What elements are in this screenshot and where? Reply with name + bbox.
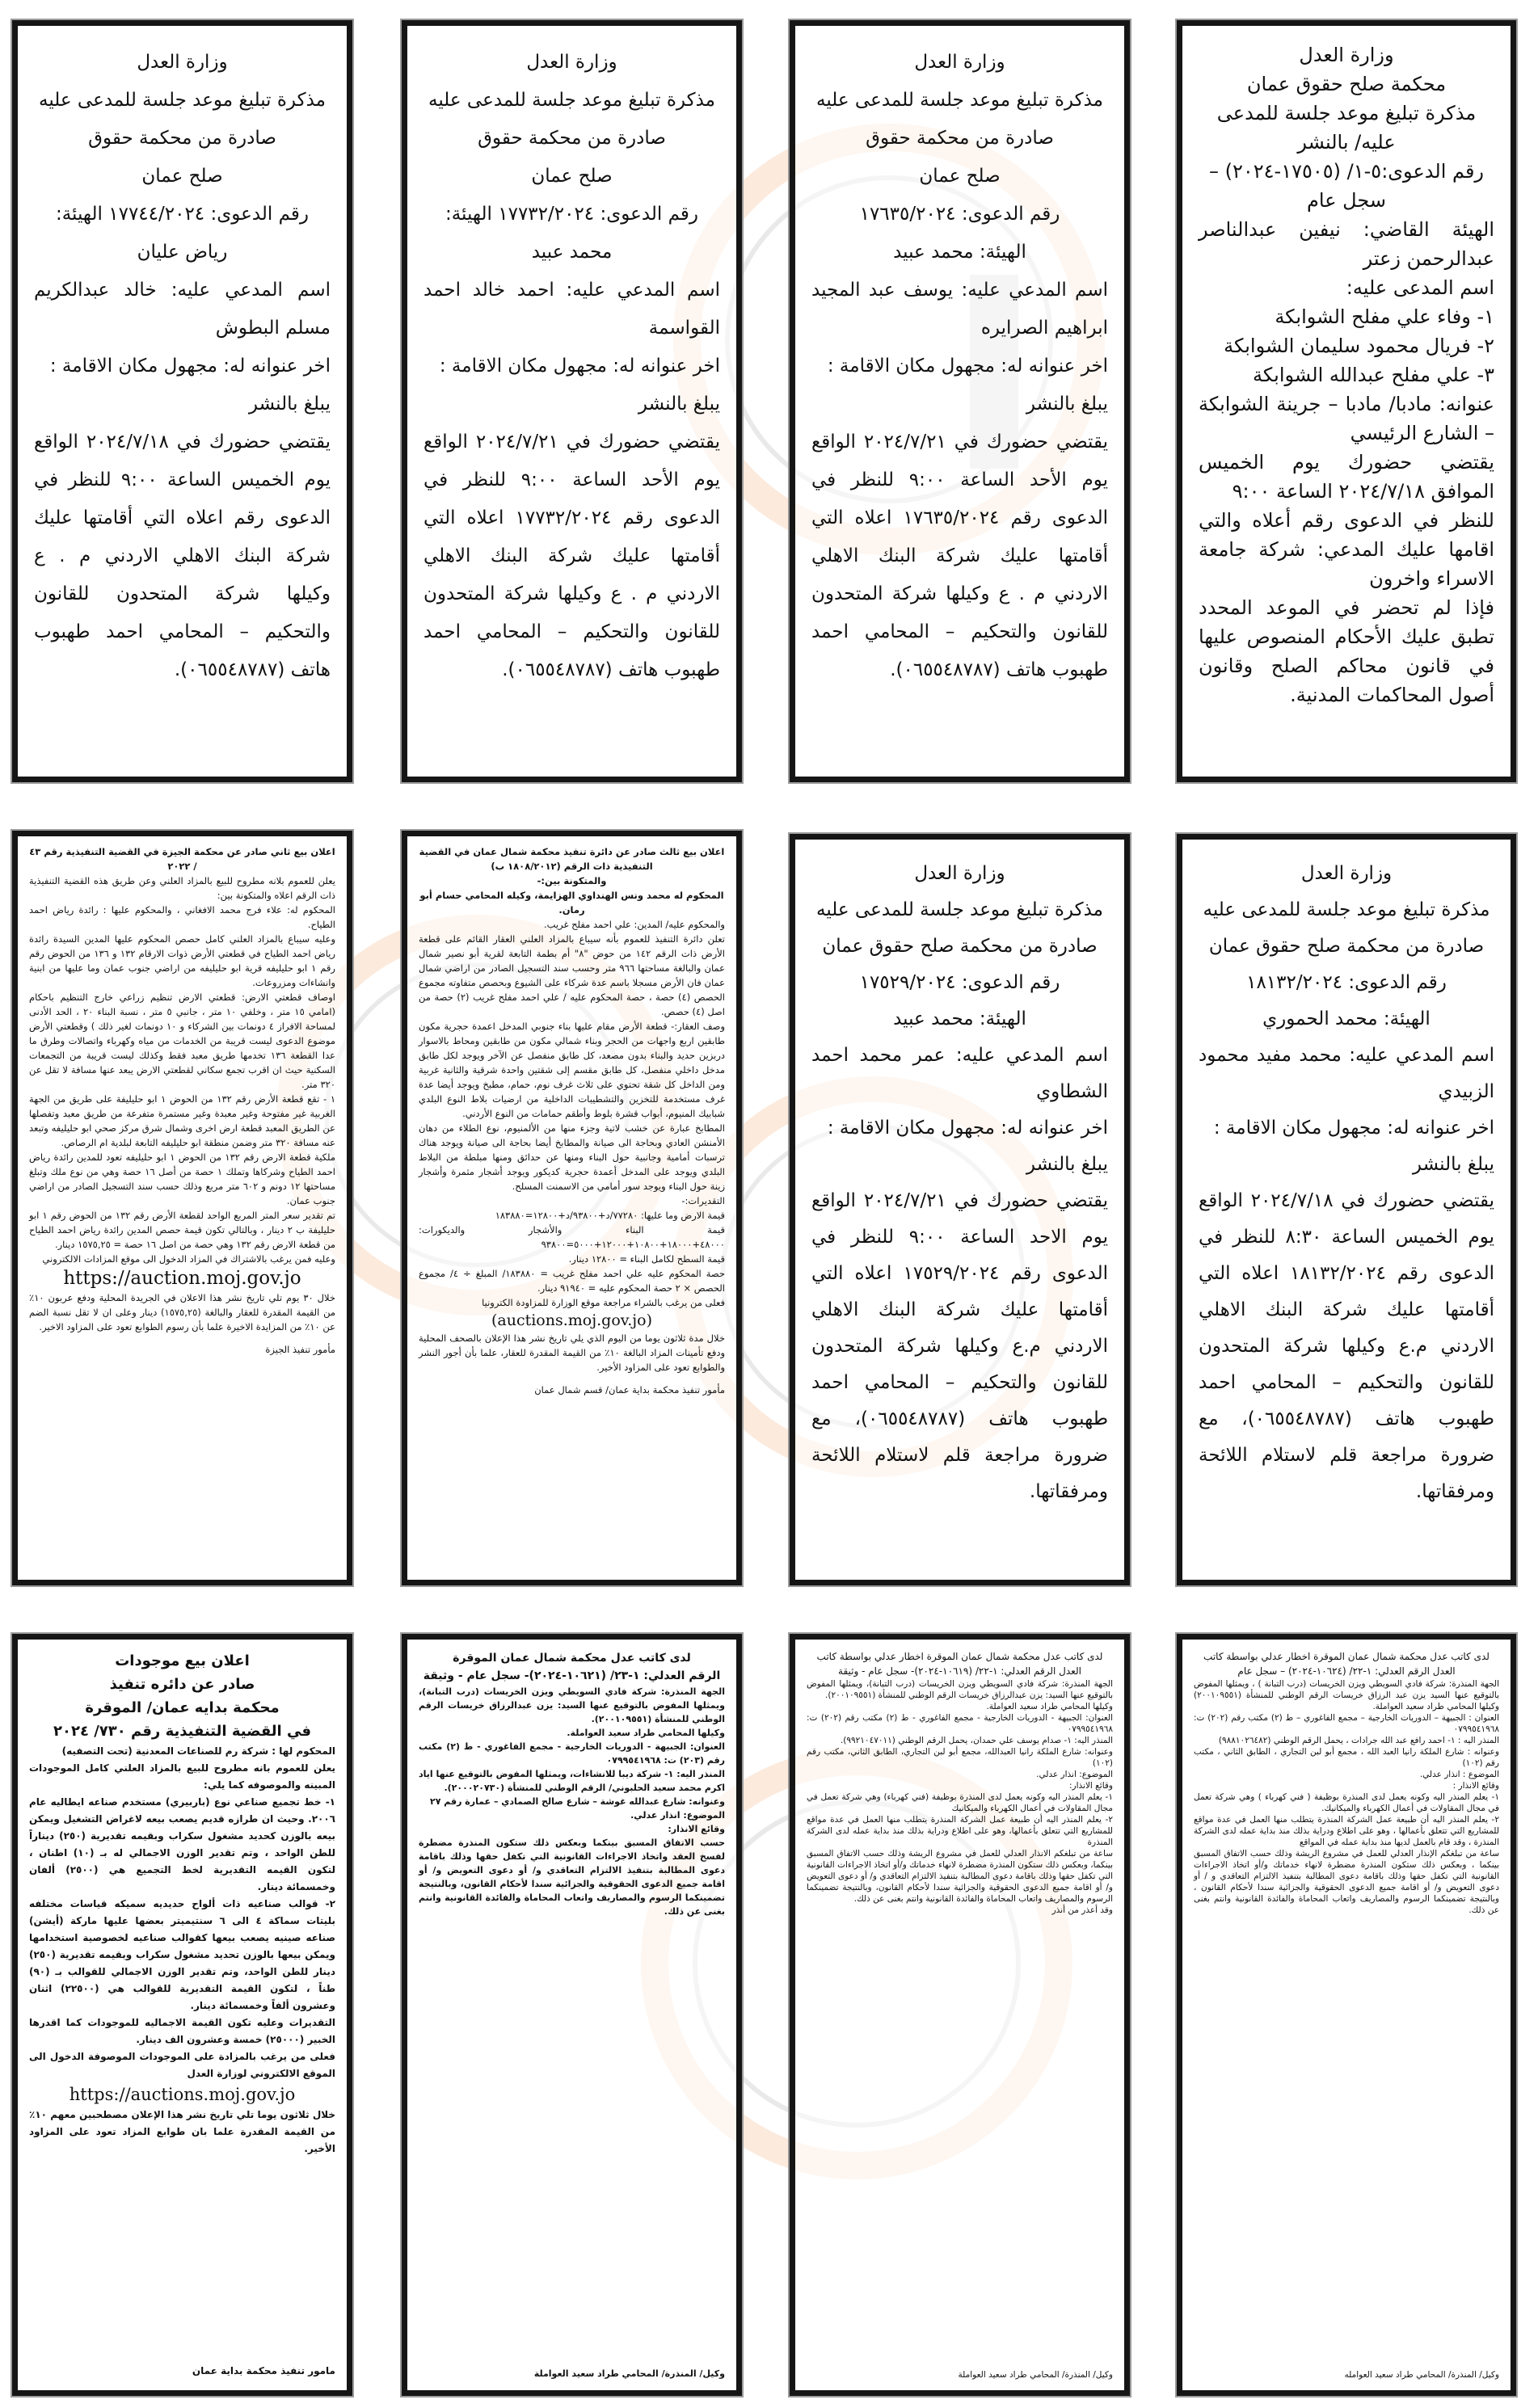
notice-body-text: وقائع الانذار: [668,1824,725,1834]
notice-heading: مذكرة تبليغ موعد جلسة للمدعى عليه [39,90,326,111]
notice-legal-warning-10619 [790,1634,1130,2396]
notice-body-text: اسم المدعي عليه: عمر محمد احمد الشطاوي [811,1045,1108,1102]
notice-legal-warning-10621 [402,1634,742,2396]
notice-body-text: المنذر اليه : ١- احمد رافع عبد الله جرادات ، يحمل الرقم الوطني (٩٨٨١٠٢٦٤٨٢) [1218,1736,1499,1745]
notice-heading: مذكرة تبليغ موعد جلسة للمدعى عليه [816,90,1103,111]
notice-body-text: يبلغ بالنشر [248,394,331,415]
notice-signature: وكيل/ المنذرة/ المحامي طراد سعيد العوامله [1344,2370,1499,2380]
notice-heading: رقم الدعوى: ١٨١٣٢/٢٠٢٤ [1246,972,1447,993]
notice-second-sale-jiza [12,831,352,1585]
notice-body-text: ١- يعلم المنذر اليه وكونه يعمل لدى المنذرة بوظيفة ( فني كهرباء ) وهي شركة تعمل في مجال المقاولات في أعمال الكهرباء والميكانيك. [1194,1792,1499,1813]
notice-heading: وزارة العدل [137,52,228,73]
notice-heading: صلح عمان [531,166,613,187]
notice-body-text: وقائع الانذار: [1068,1781,1113,1791]
notice-body-text: يبلغ بالنشر [1026,1154,1108,1175]
notice-body-text: تم تقدير سعر المتر المربع الواحد لقطعة الأرض رقم ١٣٢ من الحوض رقم ١ ابو حليليفة ب ٢ دينار ، وبالتالي تكون قيمة حصص المدين رائدة رياض احمد الطياح من قطعة الارض رقم ١٣٢ وهي حصة من اصل ١٦ حصة = ١٥٧٥,٢٥ دينار. [29,1210,335,1250]
notice-heading: الهيئة: محمد الحموري [1262,1008,1431,1029]
notice-heading: مذكرة تبليغ موعد جلسة للمدعى عليه/ بالنشر [1216,102,1477,154]
notice-body-text: ١- يعلم المنذر اليه وكونه يعمل لدى المنذرة بوظيفة (فني كهرباء) وهي شركة تعمل في مجال المقاولات في أعمال الكهرباء والميكانيك [807,1792,1113,1813]
notice-body-text: الجهة المنذرة: شركة فادي السويطي ويزن الخريسات (درب التبانة)، ويمثلها المفوض بالتوقيع عنها السيد: يزن عبدالرزاق خريسات الرقم الوطني للمنشأة (٢٠٠١٠٩٥٥١). [807,1679,1113,1700]
notice-heading: رقم الدعوى: ١٧٧٣٢/٢٠٢٤ الهيئة: [445,204,699,225]
notice-third-sale-north-amman [402,831,742,1585]
notice-signature: مأمور تنفيذ الجيزة [265,1344,335,1355]
notice-body-text: اسم المدعى عليه: [1346,276,1494,299]
notice-heading: محكمة صلح حقوق عمان [1246,73,1447,95]
notice-body-text: التقديرات:- [681,1195,725,1206]
notice-heading: مذكرة تبليغ موعد جلسة للمدعى عليه [1203,899,1490,920]
notice-heading: في القضية التنفيذية رقم ٧٣٠/ ٢٠٢٤ [53,1723,311,1740]
notice-court-summons-17732 [402,20,742,782]
notice-body-text: الموضوع: انذار عدلي. [630,1810,725,1821]
notice-signature: وكيل/ المنذرة/ المحامي طراد سعيد العواملة [958,2370,1113,2380]
notice-body-text: يقتضي حضورك في ٢٠٢٤/٧/٢١ الواقع يوم الأحد الساعة ٩:٠٠ للنظر في الدعوى رقم ١٧٧٣٢/٢٠٢٤ اعلاه التي أقامتها عليك شركة البنك الاهلي الاردني م . ع وكيلها شركة المتحدون للقانون والتحكيم – المحامي احمد طهبوب هاتف (٠٦٥٥٤٨٧٨٧). [423,432,720,680]
notice-heading: وزارة العدل [1300,863,1393,884]
spacer [807,1916,1113,2361]
notice-body-text: خلال ثلاثون يوما تلي تاريخ نشر هذا الإعلان مصطحبين معهم ١٠٪ من القيمة المقدرة علما بان طوابع المزاد تعود على المزاود الأخير. [29,2109,335,2154]
notice-body-text: اخر عنوانه له: مجهول مكان الاقامة : [827,356,1108,377]
notice-body-text: العنوان: الجبيهة - الدوريات الخارجية - مجمع الفاغوري - ط (٢) مكتب رقم (٢٠٣) ت: ٠٧٩٩٥٤١٩٦٨ [419,1741,725,1766]
notice-heading: رقم الدعوى:٥-١/ (١٧٥٠٥-٢٠٢٤) – سجل عام [1208,160,1485,212]
notice-heading: الهيئة: محمد عبيد [893,242,1026,263]
notice-heading: المحكوم له محمد ونس الهنداوي الهزايمة، وكيله المحامي حسام أبو رمان. [419,890,724,916]
notice-court-summons-17529 [790,834,1130,1585]
notice-court-summons-18132 [1177,834,1516,1585]
auction-website-link[interactable]: (auctions.moj.gov.jo) [491,1311,653,1329]
notice-body-text: قيمة الارض وما عليها: ٧٧٢٨٠/د+٩٣٨٠٠/د+١٢٨٠٠=١٨٣٨٨٠ [495,1210,725,1221]
notice-body-text: يبلغ بالنشر [1026,394,1108,415]
notice-heading: صلح عمان [919,166,1001,187]
notice-body-text: وقائع الانذار : [1452,1781,1499,1791]
notice-legal-warning-10624 [1177,1634,1516,2396]
notice-signature: مأمور تنفيذ محكمة بداية عمان/ قسم شمال عمان [534,1384,725,1396]
notice-body-text: وكيلها المحامي طراد سعيد العواملة. [986,1702,1113,1711]
notice-heading: صادرة من محكمة صلح حقوق عمان [1208,936,1485,957]
notice-body-text: يقتضي حضورك في ٢٠٢٤/٧/١٨ الواقع يوم الخميس الساعة ٨:٣٠ للنظر في الدعوى رقم ١٨١٣٢/٢٠٢٤ اعلاه التي أقامتها عليك شركة البنك الاهلي الاردني م.ع وكيلها شركة المتحدون للقانون والتحكيم – المحامي احمد طهبوب هاتف (٠٦٥٥٤٨٧٨٧)، مع ضرورة مراجعة قلم لاستلام اللائحة ومرفقاتها. [1199,1190,1494,1502]
notice-body-text: المحكوم له: علاء فرج محمد الافغاني ، والمحكوم عليها : رائدة رياض احمد الطياح. [29,904,335,930]
notice-heading: لدى كاتب عدل محكمة شمال عمان الموقرة اخطار عدلي بواسطة كاتب العدل الرقم العدلي: ١-٢٢/ (١٠٦٢٤-٢٠٢٤) – سجل عام [1203,1651,1490,1677]
notice-signature: وكيل/ المنذرة/ المحامي طراد سعيد العواملة [533,2368,725,2379]
notice-heading: مذكرة تبليغ موعد جلسة للمدعى عليه [428,90,715,111]
notice-body-text: فإذا لم تحضر في الموعد المحدد تطبق عليك الأحكام المنصوص عليها في قانون محاكم الصلح وقانون أصول المحاكمات المدنية. [1199,596,1494,706]
notice-body-text: المحكوم لها : شركة رم للصناعات المعدنية (تحت التصفيه) [61,1745,335,1757]
notice-body-text: يقتضي حضورك في ٢٠٢٤/٧/٢١ الواقع يوم الأحد الساعة ٩:٠٠ للنظر في الدعوى رقم ١٧٦٣٥/٢٠٢٤ اعلاه التي أقامتها عليك شركة البنك الاهلي الاردني م . ع وكيلها شركة المتحدون للقانون والتحكيم – المحامي احمد طهبوب هاتف (٠٦٥٥٤٨٧٨٧). [811,432,1108,680]
notice-body-text: يعلن للعموم بانه مطروح للبيع بالمزاد العلني كامل الموجودات المبينه والموصوفه كما يلي: [29,1762,335,1791]
notice-body-text: وعنوانه: شارع عبدالله غوشة – شارع صالح الصمادي – عمارة رقم ٢٧ [430,1796,725,1807]
notice-body-text: وعليه سيباع بالمزاد العلني كامل حصص المحكوم عليها المدين السيدة رائدة رياض احمد الطياح في قطعتي الأرض ذوات الارقام ١٣٢ و ١٣٦ من الحوض رقم رقم ١ ابو حليليفه قرية ابو حليليفه من اراضي جنوب عمان وما عليها من ابنية وانشاءات ومزروعات. [29,933,335,988]
notice-body-text: فعلى من يرغب بالمزادة على الموجودات الموصوفة الدخول الى الموقع الالكتروني لوزارة العدل [29,2051,335,2079]
notice-body-text: المنذر اليه: ١- صدام يوسف علي حمدان، يحمل الرقم الوطني (٩٩٢١٠٤٧٠١١). [840,1736,1113,1745]
notice-body-text: يبلغ بالنشر [638,394,720,415]
notice-court-summons-17744 [12,20,352,782]
notice-heading: لدى كاتب عدل محكمة شمال عمان الموقرة اخطار عدلي بواسطة كاتب العدل الرقم العدلي: ١-٢٢/ (١٠٦١٩-٢٠٢٤)- سجل عام - وثيقة [816,1651,1103,1677]
notice-body-text: الموضوع: انذار عدلي. [1036,1770,1113,1779]
notice-body-text: ١ - تقع قطعة الأرض رقم ١٣٢ من الحوض ١ ابو حليليفة على طريق من الجهة الغربية غير مفتوحة وغير معبدة وغير مستمرة متفرعة من طريق معبد وتفصلها عن الطريق المعبد قطعة ارض اخرى وشمال شرق مركز صحي ابو حليليفه وتبعد عنه مسافة ٣٢٠ متر وضمن منطقة ابو حليليفه التابعة لبلدية ام الرصاص. [29,1093,336,1148]
notice-heading: اعلان بيع ثاني صادر عن محكمة الجيزة في القضية التنفيذية رقم ٤٣ / ٢٠٢٢ [29,846,335,872]
notice-body-text: يقتضي حضورك في ٢٠٢٤/٧/٢١ الواقع يوم الاحد الساعة ٩:٠٠ للنظر في الدعوى رقم ١٧٥٢٩/٢٠٢٤ اعلاه التي أقامتها عليك شركة البنك الاهلي الاردني م.ع وكيلها شركة المتحدون للقانون والتحكيم – المحامي احمد طهبوب هاتف (٠٦٥٥٤٨٧٨٧)، مع ضرورة مراجعة قلم لاستلام اللائحة ومرفقاتها. [811,1190,1108,1502]
notice-heading: الرقم العدلي: ١-٢٣/ (١٠٦٢١-٢٠٢٤)- سجل عام - وثيقة [423,1669,721,1682]
notice-body-text: اخر عنوانه له: مجهول مكان الاقامة : [49,356,331,377]
notice-body-text: المطابخ عبارة عن خشب لاتية وجزء منها من الألمنيوم، نوع الطلاء من دهان الأمنشن العادي وبحاجة الى صيانة والمطابخ أيضا بحاجة الى صيانة ويوجد هناك ترسبات أمامية وجانبية حول البناء ومنها عن حدائق ومنها مبلطة من البلاط البلدي ويوجد على المدخل أعمدة حجرية كديكور ويوجد أشجار مثمرة وأشجار زينة حول البناء ويوجد سور أمامي من الاسمنت المسلح. [419,1122,725,1192]
notice-body-text: اخر عنوانه له: مجهول مكان الاقامة : [439,356,720,377]
notice-heading: اعلان بيع موجودات [115,1652,250,1669]
notice-court-summons-17505 [1177,20,1516,782]
notice-body-text: يعلن للعموم بلانه مطروح للبيع بالمزاد العلني وعن طريق هذه القضية التنفيذية ذات الرقم اعلاه والمتكونة بين: [29,875,335,901]
notice-body-text: حسب الاتفاق المسبق بينكما وبعكس ذلك ستكون المنذرة مضطرة لفسخ العقد واتخاذ الاجراءات القانونية التي تكفل حقها وذلك باقامة دعوى المطالبة بتنفيذ الالتزام التعاقدي و/ أو دعوى التعويض و/ أو اقامة جميع الدعوى الحقوقية والجزائية سندا لأحكام القانون، وبالنتيجة تضمينكما الرسوم والمصاريف واتعاب المحاماة والفائدة القانونية وانتم بغنى عن ذلك. [419,1838,725,1917]
notice-heading: وزارة العدل [526,52,617,73]
notice-body-text: ٢- يعلم المنذر اليه أن طبيعة عمل الشركة المنذرة يتطلب منها العمل في عدة مواقع للمشاريع التي تتعلق بأعمالها، وهو على اطلاع ودراية بذلك منذ بداية عمله لدى الشركة المنذرة [807,1815,1113,1847]
notice-body-text: وعنوانه: شارع الملكة رانيا العبدالله، مجمع أبو لبن التجاري، الطابق الثاني، مكتب رقم (١٠٢) [807,1747,1113,1768]
notice-body-text: والمحكوم عليه/ المدين: علي احمد مفلح غريب. [543,919,725,930]
notice-body-text: ٣- علي مفلح عبدالله الشوابكة [1253,364,1494,386]
notice-body-text: يبلغ بالنشر [1412,1154,1494,1175]
notice-heading: والمتكونة بين:- [537,875,607,886]
notice-heading: وزارة العدل [1299,44,1394,66]
notice-body-text: ٢- يعلم المنذر اليه أن طبيعة عمل الشركة المنذرة يتطلب منها العمل في عدة مواقع للمشاريع التي تتعلق بأعمالها ، وهو على اطلاع ودراية بذلك منذ بداية عمله لدى الشركة المنذرة ، وقد قام بالعمل لديها منذ بداية عمله في المواقع [1194,1815,1499,1847]
notice-heading: محمد عبيد [531,242,613,263]
notice-heading: صادرة من محكمة حقوق [866,128,1054,149]
notice-body-text: التقديرات وعليه تكون القيمة الاجماليه للموجودات كما اقدرها الخبير (٢٥٠٠٠) خمسة وعشرون الف دينار. [29,2017,335,2045]
notice-body-text: قيمة السطح لكامل البناء = ١٢٨٠٠ دينار. [568,1253,725,1265]
notice-body-text: اسم المدعي عليه: محمد مفيد محمود الزبيدي [1199,1045,1494,1102]
notice-body-text: اخر عنوانه له: مجهول مكان الاقامة : [827,1118,1108,1139]
notice-body-text: ١- خط تجميع صناعي نوع (باربيري) مستخدم صناعه ايطاليه عام ٢٠٠٦. وحيث ان طرازه قديم يصعب بيعه لاغراض التشغيل ويمكن بيعه بالوزن كحديد مشغول سكراب وبقيمه تقديرية (٢٥٠) ديناراً للطن الواحد ، وتم تقدير الوزن الاجمالي له بـ (١٠) اطنان ، لتكون القيمه التقديرية لخط التجميع هي (٢٥٠٠) ألفان وخمسمائة دينار. [29,1796,335,1892]
notice-heading: رقم الدعوى: ١٧٧٤٤/٢٠٢٤ الهيئة: [55,204,310,225]
spacer [1194,1916,1499,2361]
notice-heading: مذكرة تبليغ موعد جلسة للمدعى عليه [816,899,1103,920]
notice-body-text: ساعة من تبلغكم الانذار العدلي للعمل في مشروع الريشة وذلك حسب الاتفاق المسبق بينكما، وبعكس ذلك ستكون المنذرة مضطرة لانهاء خدماتك و/أو اتخاذ الاجراءات القانونية التي تكفل حقها وذلك باقامة دعوى المطالبة بتنفيذ الالتزام التعاقدي و/ أو دعوى التعويض و/ أو اقامة جميع الدعوى الحقوقية والجزائية سندا لأحكام القانون، وبالنتيجة تضمينكما الرسوم والمصاريف واتعاب المحاماة والفائدة القانونية وانتم بغنى عن ذلك. [807,1849,1113,1904]
notice-signature: مامور تنفيذ محكمة بداية عمان [192,2365,335,2376]
notice-body-text: اسم المدعي عليه: خالد عبدالكريم مسلم البطوش [34,280,331,339]
notice-heading: رقم الدعوى: ١٧٥٢٩/٢٠٢٤ [859,972,1060,993]
notice-body-text: الجهة المنذرة: شركة فادي السويطي ويزن الخريسات (درب التبانة ) ، ويمثلها المفوض بالتوقيع عنها السيد يزن عبد الرزاق خريسات الرقم الوطني للمنشأة (٢٠٠١٠٩٥٥١) وكيلها المحامي طراد سعيد العواملة. [1194,1679,1499,1711]
notice-body-text: وقد أعذر من أنذر [1051,1905,1113,1915]
notice-body-text: حصة المحكوم عليه علي احمد مفلح غريب = ١٨٣٨٨٠/ المبلغ ÷ ٤/ مجموع الحصص × ٢ حصة المحكوم عليه = ٩١٩٤٠ دينار. [419,1268,725,1294]
notice-body-text: العنوان: الجبيهة - الدوريات الخارجية - مجمع الفاغوري - ط (٢) مكتب رقم (٢٠٢) ت: ٠٧٩٩٥٤١٩٦٨ [807,1713,1114,1734]
notice-body-text: يقتضي حضورك يوم الخميس الموافق ٢٠٢٤/٧/١٨ الساعة ٩:٠٠ [1199,451,1494,503]
notice-heading: صادرة من محكمة حقوق [88,128,276,149]
notice-body-text: ٢- فريال محمود سليمان الشوابكة [1224,335,1494,357]
notice-heading: اعلان بيع ثالث صادر عن دائرة تنفيذ محكمة شمال عمان في القضية التنفيذية ذات الرقم (١٨٠٨/٢٠١٢ ب) [419,846,725,872]
notice-body-text: المنذر اليه: ١- شركة ديبا للانشاءات، ويمثلها المفوض بالتوقيع عنها اياد اكرم محمد سعيد الحلبوني/ الرقم الوطني للمنشأة (٢٠٠٠٢٠٧٣٠). [419,1769,725,1793]
notice-heading: صادر عن دائره تنفيذ [109,1676,255,1693]
notice-heading: رقم الدعوى: ١٧٦٣٥/٢٠٢٤ [859,204,1060,225]
notice-body-text: الهيئة القاضي: نيفين عبدالناصر عبدالرحمن زعتر [1199,218,1494,270]
notice-heading: وزارة العدل [914,52,1005,73]
notice-body-text: للنظر في الدعوى رقم أعلاه والتي اقامها عليك المدعي: شركة جامعة الاسراء واخرون [1199,509,1494,590]
notice-heading: وزارة العدل [914,863,1005,884]
notice-body-text: اسم المدعي عليه: يوسف عبد المجيد ابراهيم الصرايره [811,280,1108,339]
notice-heading: صادرة من محكمة صلح حقوق عمان [822,936,1098,957]
notice-body-text: ملكية قطعة الارض رقم ١٣٢ من الحوض ١ ابو حليليفه تعود للمدين رائدة رياض احمد الطياح وشركاها وتملك ١ حصة من أصل ١٦ حصة وهي من نوع ملك وتبلغ مساحتها ١٢ دونم و ٦٠٢ متر مربع وذلك حسب سند التسجيل الصادر من اراضي جنوب عمان. [29,1151,336,1206]
notice-body-text: وعليه فمن يرغب بالاشتراك في المزاد الدخول الى موقع المزادات الالكتروني [42,1253,335,1265]
auction-website-link[interactable]: https://auction.moj.gov.jo [63,1268,301,1289]
notice-body-text: اوصاف قطعتي الارض: قطعتي الارض تنظيم زراعي خارج التنظيم باحكام (امامي ١٥ متر ، وخلفي ١٠ متر ، جانبي ٥ متر ، نسبة البناء ٢٠ ، الحد الأدنى لمساحة الافراز ٤ دونمات بين الشركاء و ١٠ دونمات لغير ذلك ) وقطعتي الأرض موضوع الدعوى ليست قريبة من الخدمات من مياه وكهرباء واتصالات وطرق ما عدا القطعة ١٣٦ تخدمها طريق معبد فقط وكذلك ليست قريبة من التجمعات السكنية حيث ان اقرب تجمع سكاني لقطعتي الارض يبعد عنها مسافة لا تقل عن ٣٢٠ متر. [29,991,335,1090]
notice-heading: الهيئة: محمد عبيد [893,1008,1026,1029]
notice-body-text: فعلى من يرغب بالشراء مراجعة موقع الوزارة للمزاودة الكترونيا [482,1297,725,1308]
notice-body-text: اسم المدعي عليه: احمد خالد احمد القواسمة [423,280,720,339]
notice-body-text: خلال ٣٠ يوم تلي تاريخ نشر هذا الاعلان في الجريدة المحلية ودفع عربون ١٠٪ من القيمة المقدرة للعقار والبالغة (١٥٧٥,٢٥) دينار وعلى ان لا تقل نسبة الضم عن ١٠٪ من المزايدة الاخيرة علما بأن رسوم الطوابع تعود على المزاود الاخير. [29,1292,335,1332]
notice-court-summons-17635 [790,20,1130,782]
notice-heading: محكمة بدايه عمان/ الموقرة [85,1699,280,1716]
notice-body-text: الجهة المنذرة: شركة فادي السويطي ويزن الخريسات (درب التبانة)، ويمثلها المفوض بالتوقيع عنها السيد: يزن عبدالرزاق خريسات الرقم الوطني للمنشأة (٢٠٠١٠٩٥٥١). [419,1686,725,1724]
notice-body-text: الموضوع : انذار عدلي. [1419,1770,1499,1779]
notice-body-text: يقتضي حضورك في ٢٠٢٤/٧/١٨ الواقع يوم الخميس الساعة ٩:٠٠ للنظر في الدعوى رقم اعلاه التي أقامتها عليك شركة البنك الاهلي الاردني م . ع وكيلها شركة المتحدون للقانون والتحكيم – المحامي احمد طهبوب هاتف (٠٦٥٥٤٨٧٨٧). [34,432,331,680]
notice-assets-sale [12,1634,352,2396]
notice-heading: صلح عمان [141,166,223,187]
notice-body-text: خلال مدة ثلاثون يوما من اليوم الذي يلي تاريخ نشر هذا الإعلان بالصحف المحلية ودفع تأمينات المزاد البالغة ١٠٪ من القيمة المقدرة للعقار، علما بأن أجور النشر والطوابع تعود على المزاود الأخير. [419,1332,726,1373]
notice-body-text: العنوان : الجبيهة – الدوريات الخارجية – مجمع الفاغوري – ط (٢) مكتب رقم (٢٠٢) ت: ٠٧٩٩٥٤١٩٦٨ [1194,1713,1499,1734]
auction-website-link[interactable]: https://auctions.moj.gov.jo [69,2085,296,2104]
notice-heading: رياض عليان [137,242,228,263]
notice-body-text: وكيلها المحامي طراد سعيد العواملة. [567,1728,725,1738]
notice-heading: لدى كاتب عدل محكمة شمال عمان الموقرة [453,1652,691,1665]
notice-body-text: ساعة من تبلغكم الإنذار العدلي للعمل في مشروع الريشة وذلك حسب الاتفاق المسبق بينكما ، وبعكس ذلك ستكون المنذرة مضطرة لانهاء خدماتك و/أو اتخاذ الاجراءات القانونية التي تكفل حقها وذلك باقامة دعوى المطالبة بتنفيذ الالتزام التعاقدي و / أو دعوى التعويض و/ أو اقامة جميع الدعوى الحقوقية والجزائية سندا لأحكام القانون ، وبالنتيجة تضمينكما الرسوم والمصاريف واتعاب المحاماة والفائدة القانونية وانتم بغنى عن ذلك. [1194,1849,1499,1915]
notice-body-text: ٢- قوالب صناعيه ذات ألواح حديديه سميكه قياسات مختلفه بليتات سماكة ٤ الى ٦ سنتيميتر بعضها عليها ماركة (أيشن) صناعه صينيه يصعب بيعها كقوالب صناعيه لخصوصية استخدامها ويمكن بيعها بالوزن تحديد مشغول سكراب وبقيمه تقديرية (٢٥٠) دينار للطن الواحد، وتم تقدير الوزن الاجمالي للقوالب بـ (٩٠) طناً ، لتكون القيمة التقديرية للقوالب هي (٢٢٥٠٠) اثنان وعشرون ألفاً وخمسمائة دينار. [29,1898,335,2011]
notice-body-text: عنوانه: مادبا/ مادبا – جرينة الشوابكة – الشارع الرئيسي [1199,393,1494,444]
notice-body-text: وصف العقار:- قطعة الأرض مقام عليها بناء جنوبي المدخل اعمدة حجرية مكون طابقين اربع واجهات من الحجر وبناء شمالي مكون من طابقين ومحاط بالاسوار دربزين حديد والبناء بدون مصعد، كل طابق منفصل عن الآخر ويوجد لكل طابق مدخل داخلي منفصل، كل طابق مقسم إلى شقتين واحدة شرقية والثانية غربية ومن الداخل كل شقة تحتوي على ثلاث غرف نوم، حمام، مطبخ ويوجد أيضا عدة غرف مستخدمة للتخزين والتشطيبات الداخلية من ارضيات بلاط النوع البلدي شبابيك المنيوم، أبواب قشرة بلوط وأطقم حمامات من النوع الأردني. [419,1021,725,1119]
spacer [29,2158,335,2361]
notice-body-text: قيمة البناء والأشجار والديكورات: ٤٨٠٠٠+١٨٠٠٠+١٠٨٠٠+١٢٠٠٠+٥٠٠٠=٩٣٨٠٠ [419,1224,725,1250]
notice-body-text: اخر عنوانه له: مجهول مكان الاقامة : [1213,1118,1494,1139]
notice-body-text: وعنوانه : شارع الملكة رانيا العبد الله ، مجمع أبو لبن التجاري ، الطابق الثاني ، مكتب رقم (١٠٢) [1194,1747,1499,1768]
notice-body-text: ١- وفاء علي مفلح الشوابكة [1275,305,1494,328]
notice-heading: صادرة من محكمة حقوق [478,128,666,149]
spacer [419,1918,725,2359]
notice-body-text: تعلن دائرة التنفيذ للعموم بأنه سيباع بالمزاد العلني العقار القائم على قطعة الأرض ذات الرقم ١٤٢ من حوض "٨" أم بطمة التابعة لقرية أبو نصير شمال عمان والبالغة مساحتها ٩٦٦ متر وحسب سند التسجيل الصادر من اراضي شمال عمان فان الأرض مسجلا باسم عدة شركاء على الشيوع وبحصص متفاوته مجموع الحصص (٤) حصة ، حصة المحكوم عليه / علي احمد مفلح غريب (٢) حصة من اصل (٤) حصص. [419,933,726,1017]
